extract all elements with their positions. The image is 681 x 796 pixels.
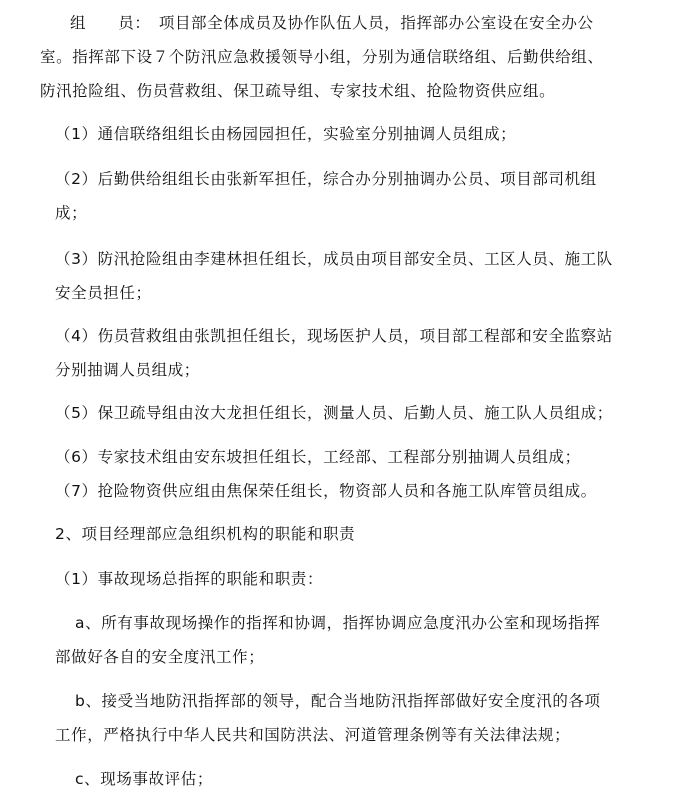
subsection-heading: （1）事故现场总指挥的职能和职责： — [55, 570, 324, 588]
list-item-4-continuation: 分别抽调人员组成； — [55, 361, 200, 379]
paragraph-line: 室。指挥部下设７个防汛应急救援领导小组，分别为通信联络组、后勤供给组、 — [40, 48, 604, 66]
list-item-2-continuation: 成； — [55, 204, 88, 222]
section-heading: 2、项目经理部应急组织机构的职能和职责 — [55, 525, 356, 543]
duty-item-a: a、所有事故现场操作的指挥和协调，指挥协调应急度汛办公室和现场指挥 — [75, 614, 601, 632]
paragraph-line: 防汛抢险组、伤员营救组、保卫疏导组、专家技术组、抢险物资供应组。 — [40, 82, 556, 100]
list-item-3: （3）防汛抢险组由李建林担任组长，成员由项目部安全员、工区人员、施工队 — [55, 250, 613, 268]
list-item-6: （6）专家技术组由安东坡担任组长，工经部、工程部分别抽调人员组成； — [55, 448, 581, 466]
duty-item-c: c、现场事故评估； — [75, 770, 213, 788]
list-item-4: （4）伤员营救组由张凯担任组长，现场医护人员，项目部工程部和安全监察站 — [55, 327, 613, 345]
list-item-1: （1）通信联络组组长由杨园园担任，实验室分别抽调人员组成； — [55, 125, 517, 143]
duty-item-b: b、接受当地防汛指挥部的领导，配合当地防汛指挥部做好安全度汛的各项 — [75, 692, 601, 710]
paragraph-line-team-members: 组 员： 项目部全体成员及协作队伍人员，指挥部办公室设在安全办公 — [70, 14, 594, 32]
list-item-2: （2）后勤供给组组长由张新军担任，综合办分别抽调办公员、项目部司机组 — [55, 170, 597, 188]
list-item-7: （7）抢险物资供应组由焦保荣任组长，物资部人员和各施工队库管员组成。 — [55, 482, 597, 500]
duty-item-a-continuation: 部做好各自的安全度汛工作； — [55, 648, 265, 666]
list-item-3-continuation: 安全员担任； — [55, 284, 152, 302]
list-item-5: （5）保卫疏导组由汝大龙担任组长，测量人员、后勤人员、施工队人员组成； — [55, 404, 613, 422]
duty-item-b-continuation: 工作，严格执行中华人民共和国防洪法、河道管理条例等有关法律法规； — [55, 726, 571, 744]
